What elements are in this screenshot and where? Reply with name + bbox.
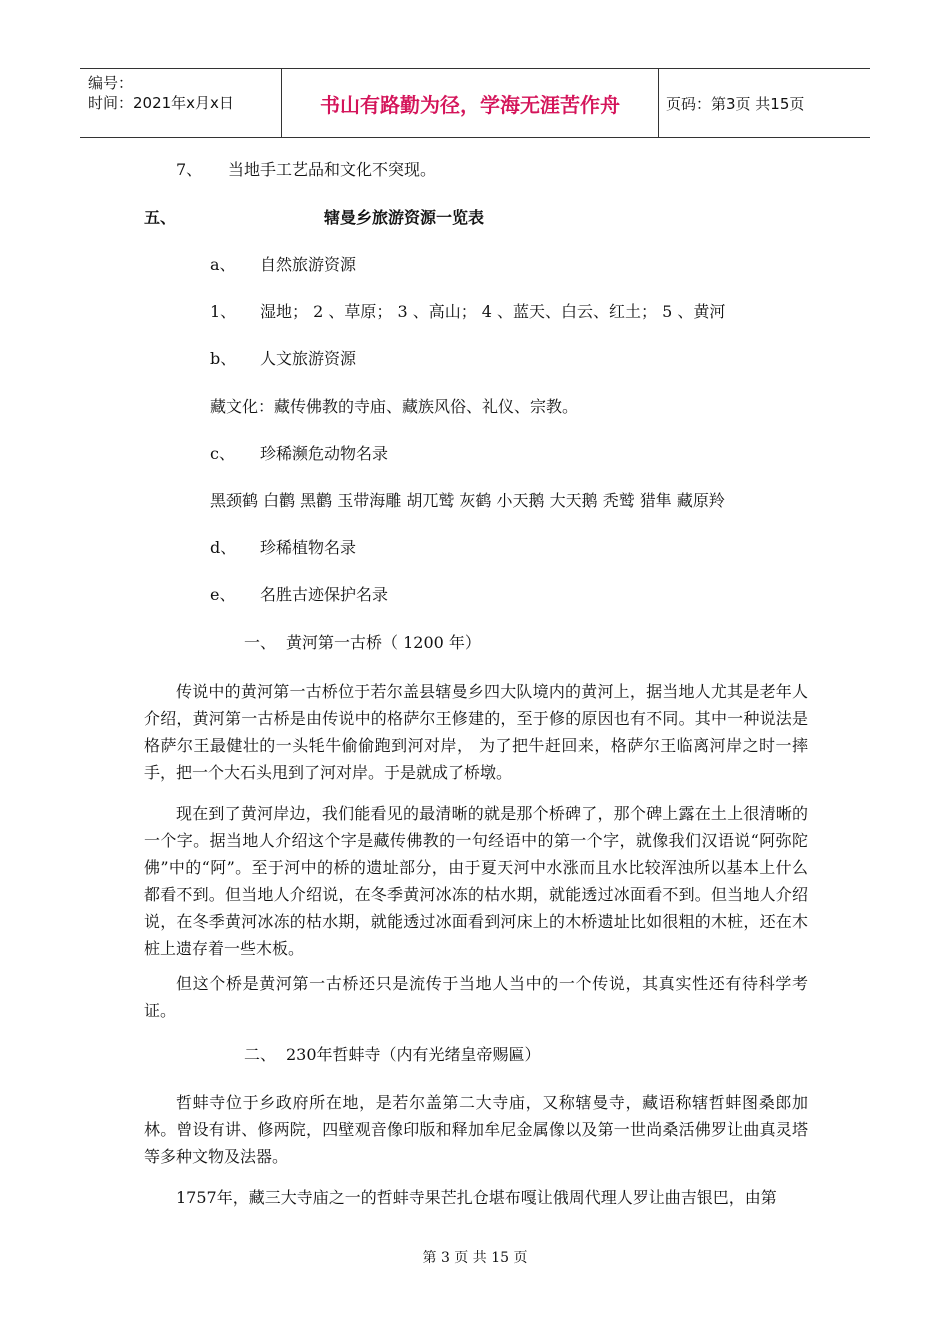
section-number: 五、: [144, 208, 177, 227]
list-text: 当地手工艺品和文化不突现。: [228, 160, 437, 179]
item-mark: a、: [210, 255, 236, 274]
item-text: 人文旅游资源: [260, 349, 357, 368]
natural-resource-list: [210, 302, 725, 322]
culture-line: 藏文化：藏传佛教的寺庙、藏族风俗、礼仪、宗教。: [210, 397, 579, 416]
item-mark: 1、: [210, 302, 237, 321]
header-info-cell: [80, 69, 282, 137]
item-a: [210, 255, 356, 275]
item-text: 名胜古迹保护名录: [260, 585, 389, 604]
header-page-label: 页码：第3页 共15页: [666, 94, 805, 113]
item-b: [210, 349, 356, 369]
subheading-text: 230年哲蚌寺（内有光绪皇帝赐匾）: [286, 1045, 541, 1064]
item-text: 珍稀植物名录: [260, 538, 357, 557]
section-title: 辖曼乡旅游资源一览表: [324, 208, 485, 227]
section-heading: [144, 208, 484, 228]
subheading-number: 一、: [244, 633, 277, 652]
item-e: [210, 585, 388, 605]
item-text: 湿地； 2 、草原； 3 、高山； 4 、蓝天、白云、红土； 5 、黄河: [260, 302, 726, 321]
item-c: [210, 444, 388, 464]
paragraph-5: 1757年，藏三大寺庙之一的哲蚌寺果芒扎仓堪布嘎让俄周代理人罗让曲吉银巴，由第: [176, 1188, 777, 1207]
subheading-temple: [244, 1045, 541, 1065]
paragraph-3: 但这个桥是黄河第一古桥还只是流传于当地人当中的一个传说，其真实性还有待科学考证。: [144, 974, 808, 1020]
header-motto: 书山有路勤为径，学海无涯苦作舟: [282, 69, 659, 137]
list-number: 7、: [176, 160, 203, 179]
list-item-7: [176, 160, 436, 180]
item-text: 自然旅游资源: [260, 255, 357, 274]
item-text: 珍稀濒危动物名录: [260, 444, 389, 463]
paragraph-4: 哲蚌寺位于乡政府所在地，是若尔盖第二大寺庙，又称辖曼寺，藏语称辖哲蚌图桑郎加林。曾设有讲、修两院，四壁观音像印版和释加牟尼金属像以及第一世尚桑活佛罗让曲真灵塔等多种文物及法器。: [144, 1093, 808, 1166]
item-mark: d、: [210, 538, 237, 557]
page-header: [80, 68, 870, 138]
animal-list: 黑颈鹤 白鹳 黑鹳 玉带海雕 胡兀鹫 灰鹤 小天鹅 大天鹅 秃鹫 猎隼 藏原羚: [210, 491, 725, 510]
item-d: [210, 538, 356, 558]
item-mark: c、: [210, 444, 235, 463]
item-mark: b、: [210, 349, 237, 368]
subheading-bridge: [244, 633, 481, 653]
document-date-label: 时间：2021年x月x日: [88, 94, 234, 112]
page-footer: 第 3 页 共 15 页: [422, 1250, 528, 1266]
subheading-text: 黄河第一古桥（ 1200 年）: [286, 633, 481, 652]
subheading-number: 二、: [244, 1045, 277, 1064]
document-id-label: 编号：: [88, 74, 134, 92]
paragraph-1: 传说中的黄河第一古桥位于若尔盖县辖曼乡四大队境内的黄河上，据当地人尤其是老年人介绍，黄河第一古桥是由传说中的格萨尔王修建的，至于修的原因也有不同。其中一种说法是格萨尔王最健壮的一头牦牛偷偷跑到河对岸， 为了把牛赶回来，格萨尔王临离河岸之时一摔手，把一个大石头甩到了河对岸。于是就成了桥墩。: [144, 682, 808, 782]
item-mark: e、: [210, 585, 236, 604]
paragraph-2: 现在到了黄河岸边，我们能看见的最清晰的就是那个桥碑了，那个碑上露在土上很清晰的一个字。据当地人介绍这个字是藏传佛教的一句经语中的第一个字，就像我们汉语说“阿弥陀佛”中的“阿”。至于河中的桥的遗址部分，由于夏天河中水涨而且水比较浑浊所以基本上什么都看不到。但当地人介绍说，在冬季黄河冰冻的枯水期，就能透过冰面看不到。但当地人介绍说，在冬季黄河冰冻的枯水期，就能透过冰面看到河床上的木桥遗址比如很粗的木桩，还在木桩上遗存着一些木板。: [144, 804, 808, 958]
